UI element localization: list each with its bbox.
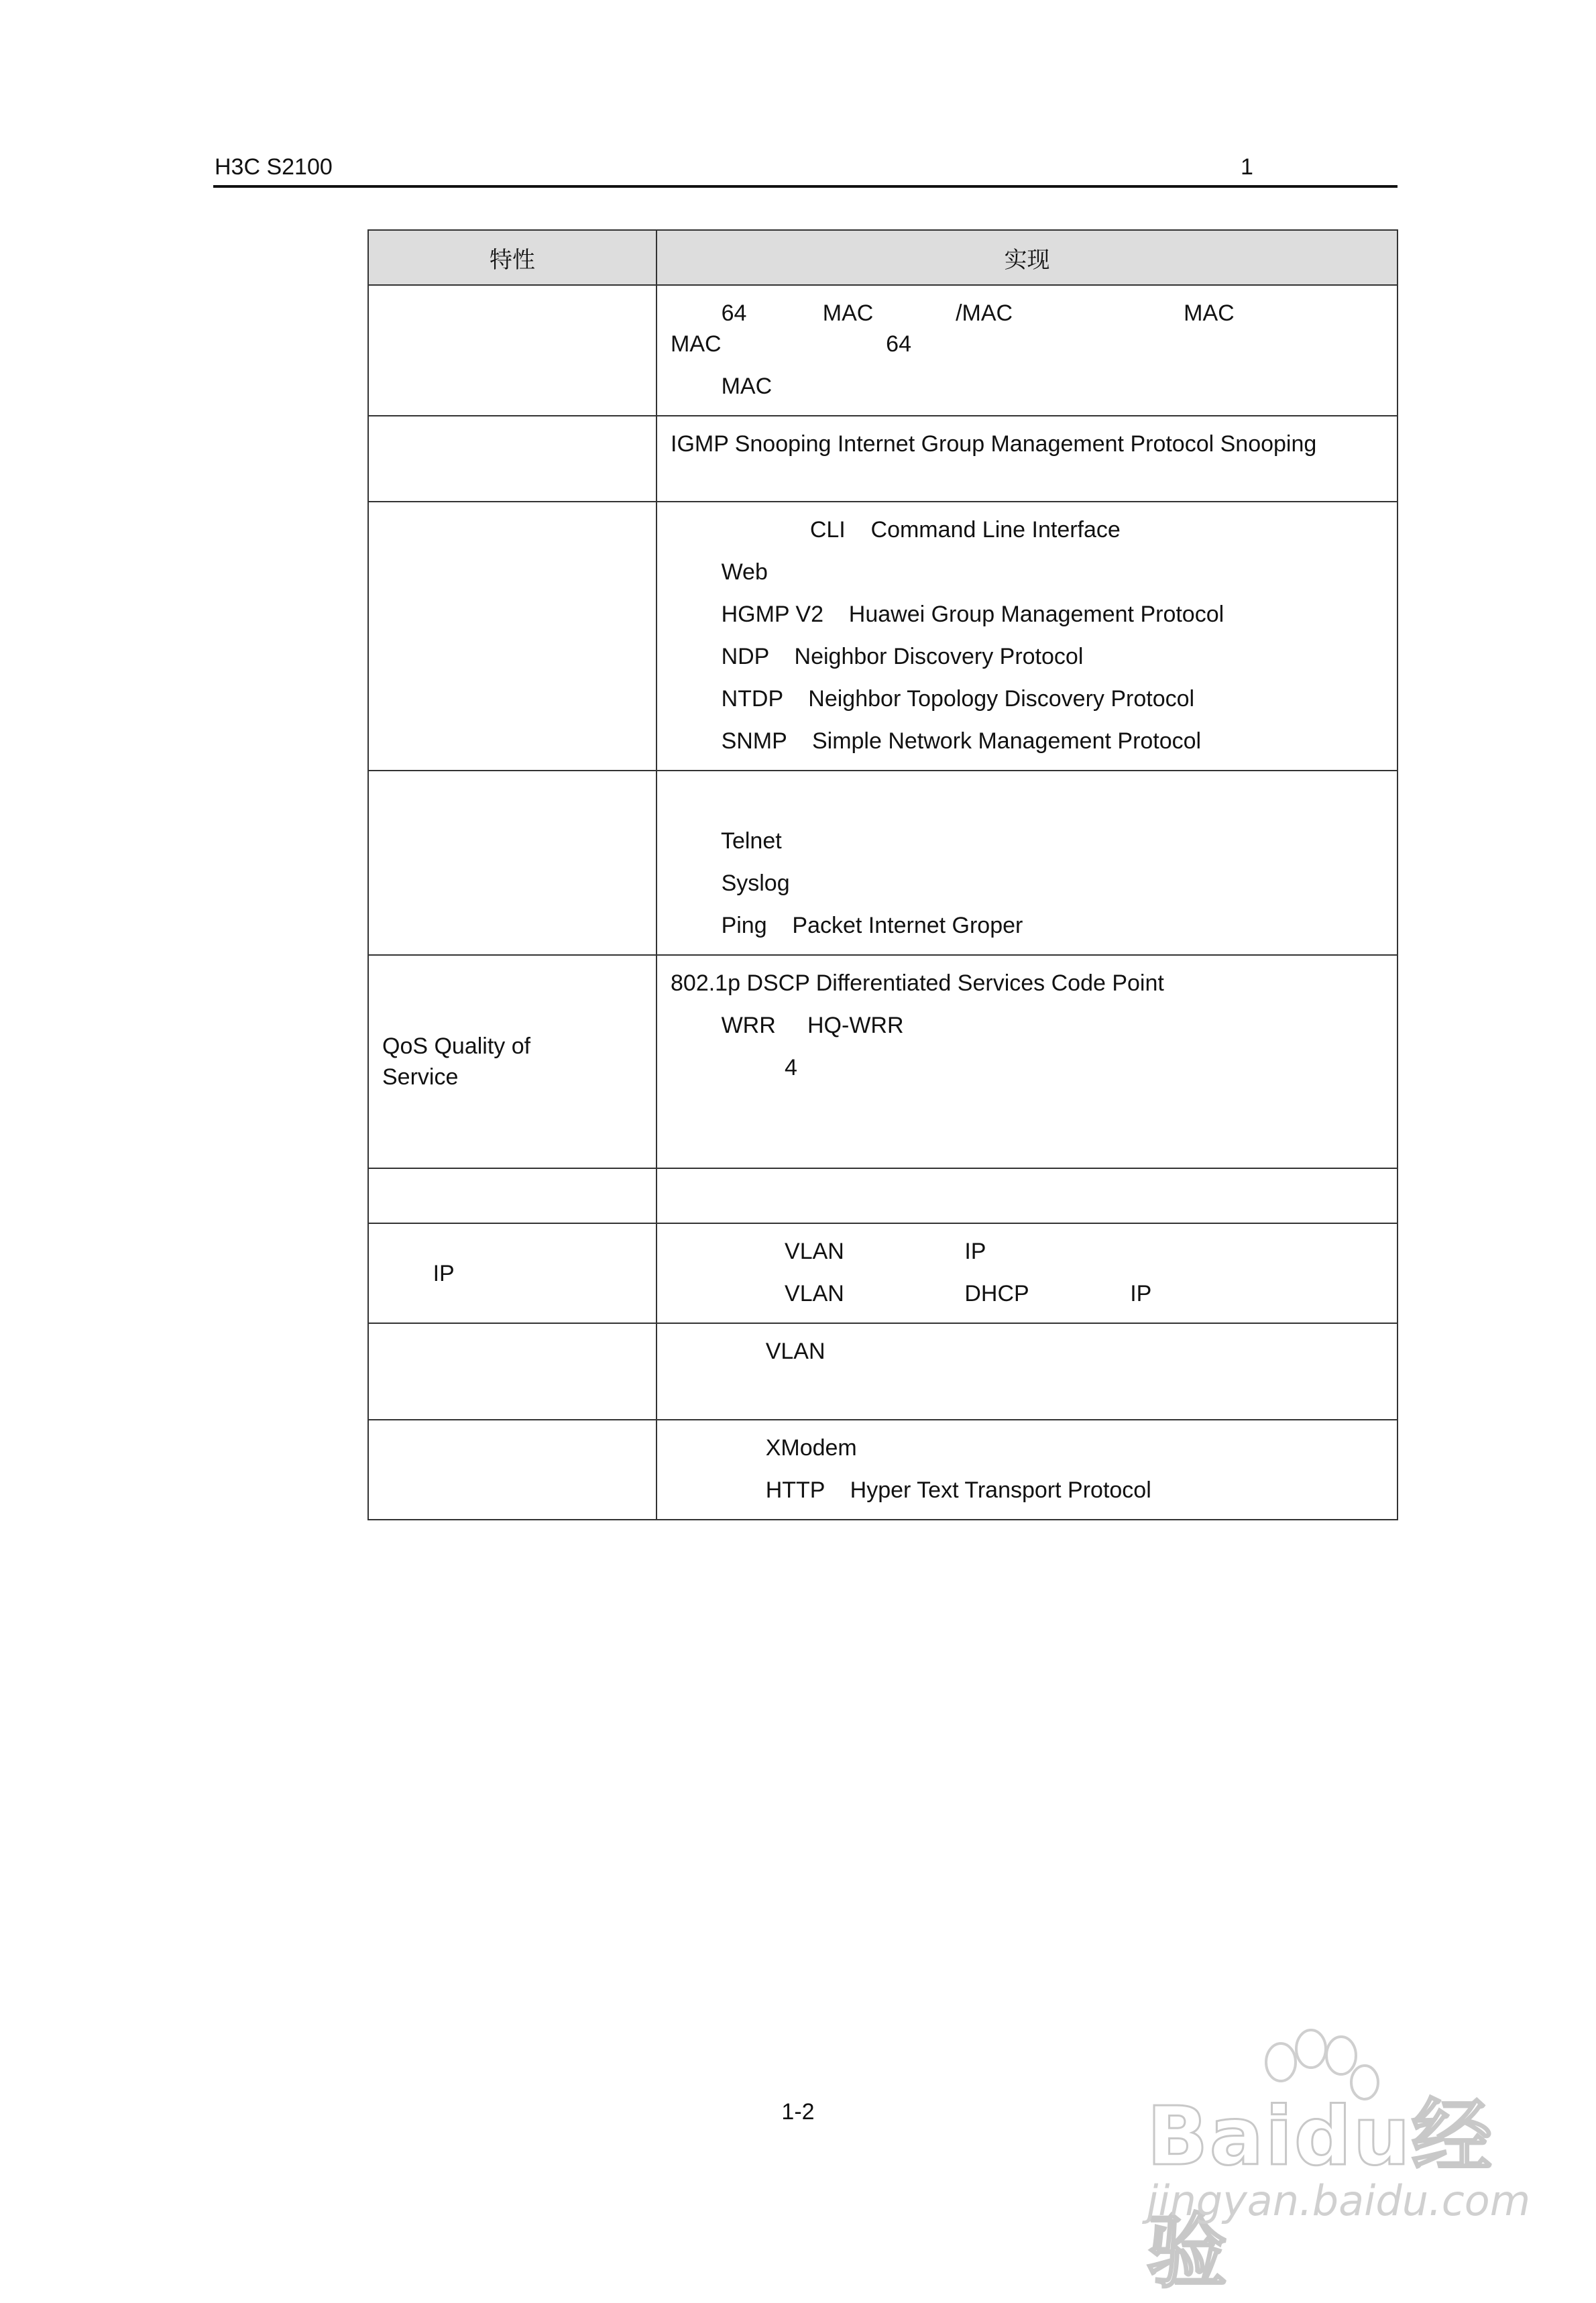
impl-line: Syslog [671,870,790,896]
impl-line: 64 MAC /MAC MAC [671,300,1235,326]
implementation-cell [657,1168,1398,1223]
impl-line: HTTP Hyper Text Transport Protocol [671,1477,1151,1503]
impl-line: SNMP Simple Network Management Protocol [671,728,1202,754]
impl-line: MAC [671,374,773,399]
impl-line: 4 [671,1055,797,1080]
feature-cell [368,285,657,416]
impl-line [671,1367,1383,1398]
table-row [368,1323,1398,1420]
table-row [368,1168,1398,1223]
impl-line: Telnet [671,828,782,854]
header-product: H3C S2100 [215,154,333,180]
impl-line: NDP Neighbor Discovery Protocol [671,644,1084,669]
table-header-row [368,230,1398,285]
feature-cell [368,771,657,955]
impl-line: IGMP Snooping Internet Group Management Protocol Snooping [671,431,1317,457]
feature-table [367,229,1398,1520]
implementation-cell [657,1420,1398,1520]
table-row [368,955,1398,1168]
implementation-cell [657,416,1398,502]
header-rule [213,185,1398,188]
impl-line: MAC 64 [671,331,911,357]
impl-line: VLAN IP [671,1239,986,1264]
table-row [368,416,1398,502]
implementation-cell [657,1223,1398,1323]
impl-line [671,783,1383,814]
table-row [368,1223,1398,1323]
header-chapter: 1 [1241,154,1253,180]
feature-cell [368,502,657,771]
watermark [1133,2025,1536,2299]
feature-cell [368,1323,657,1420]
feature-cell [368,416,657,502]
table-row [368,285,1398,416]
watermark-url: jingyan.baidu.com [1147,2176,1531,2225]
feature-cell: QoS Quality of Service [368,955,657,1168]
impl-line: WRR HQ-WRR [671,1013,904,1038]
impl-line: CLI Command Line Interface [671,517,1121,543]
feature-cell: IP [368,1223,657,1323]
impl-line: VLAN DHCP IP [671,1281,1152,1306]
impl-line: Web [671,559,768,585]
impl-line: VLAN [671,1339,825,1364]
implementation-cell [657,771,1398,955]
impl-line [671,1094,1383,1125]
impl-line: NTDP Neighbor Topology Discovery Protocol [671,686,1195,712]
table-row [368,771,1398,955]
page-number: 1-2 [781,2099,815,2125]
impl-line: XModem [671,1435,857,1461]
impl-line: HGMP V2 Huawei Group Management Protocol [671,602,1224,627]
implementation-cell [657,1323,1398,1420]
table-row [368,1420,1398,1520]
column-header-implementation: 实现 [657,230,1398,285]
watermark-brand: Baidu经验 [1147,2090,1493,2299]
column-header-feature: 特性 [368,230,657,285]
feature-cell [368,1420,657,1520]
impl-line: Ping Packet Internet Groper [671,913,1023,938]
implementation-cell [657,285,1398,416]
implementation-cell [657,502,1398,771]
feature-cell [368,1168,657,1223]
table-row [368,502,1398,771]
impl-line: 802.1p DSCP Differentiated Services Code Point [671,970,1164,996]
implementation-cell [657,955,1398,1168]
